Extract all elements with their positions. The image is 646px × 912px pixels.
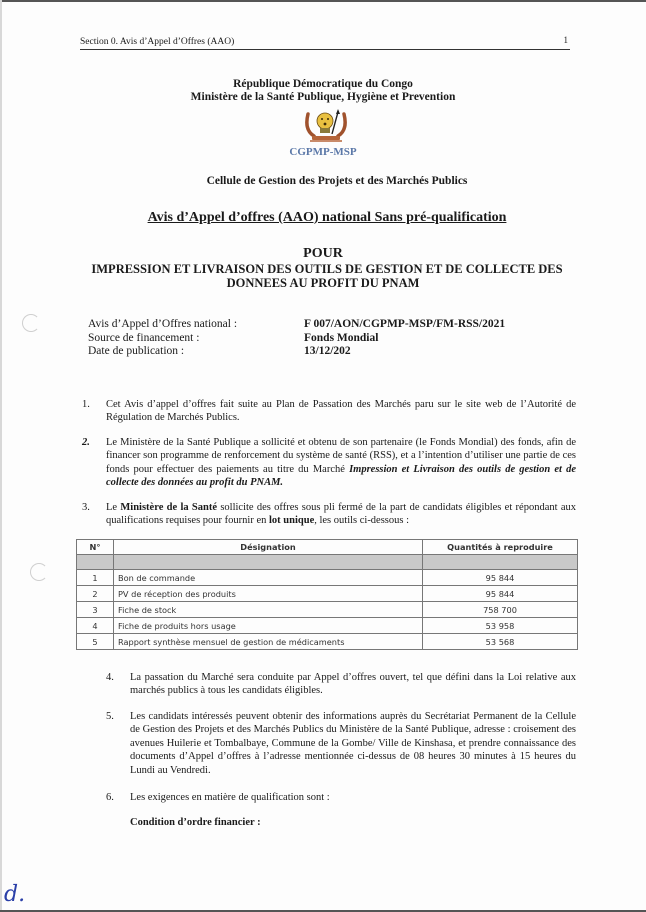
paragraph-text: Les candidats intéressés peuvent obtenir des informations auprès du Secrétariat Permanent de la Cellule de Gestion des Projets et des Marchés Publics du Ministère de la Santé Publique, adresse : croisement des avenues Huilerie et Tombalbaye, Commune de la Gombe/ Ville de Kinshasa, et prendre connaissance des documents d’Appel d’offres à l’adresse mentionnée ci-dessus de 08 heures 30 minutes à 15 heures du Lundi au Vendredi. [130,711,576,776]
column-header-number: N° [77,540,114,555]
row-designation: Bon de commande [114,570,423,586]
row-number: 2 [77,586,114,602]
paragraph-4 [106,671,576,698]
meta-label: Date de publication : [88,345,185,357]
condition-heading: Condition d’ordre financier : [130,817,261,828]
notice-title: Avis d’Appel d’offres (AAO) national Sans pré-qualification [147,210,507,225]
notice-subject-line-2: DONNEES AU PROFIT DU PNAM [226,276,420,290]
paragraph-number: 4. [106,672,114,683]
paragraph-6 [106,791,576,804]
paragraph-text: Les exigences en matière de qualification sont : [130,792,330,803]
paragraph-text: Le Ministère de la Santé Publique a sollicité et obtenu de son partenaire (le Fonds Mondial) des fonds, afin de financer son programme de renforcement du système de santé (RSS), et a l’intention d’utiliser une partie de ces fonds pour effectuer des paiements au titre du Marché [106,437,576,475]
table-row [77,634,578,650]
frame-left-border [0,0,2,912]
paragraph-number: 5. [106,711,114,722]
agency-acronym: CGPMP-MSP [289,146,357,158]
row-designation: PV de réception des produits [114,586,423,602]
hole-punch-mark [30,563,48,581]
ministry-name: Ministère de la Santé Publique, Hygiène et Prevention [190,91,456,103]
row-number: 4 [77,618,114,634]
row-quantity: 758 700 [423,602,578,618]
spacer-cell [114,555,423,570]
notice-metadata [88,318,588,359]
paragraph-3 [82,501,577,528]
table-shaded-spacer-row [77,555,578,570]
row-quantity: 53 958 [423,618,578,634]
meta-row-date [88,345,588,359]
table-row [77,602,578,618]
row-designation: Fiche de stock [114,602,423,618]
spacer-cell [77,555,114,570]
paragraph-text: Le [106,502,121,513]
row-number: 1 [77,570,114,586]
notice-subject-line-1: IMPRESSION ET LIVRAISON DES OUTILS DE GESTION ET DE COLLECTE DES [91,262,563,276]
table-row [77,570,578,586]
meta-row-funding [88,332,588,346]
paragraph-text: La passation du Marché sera conduite par Appel d’offres ouvert, tel que défini dans la Loi relative aux marchés publics à tous les candidats éligibles. [130,672,576,697]
tools-table [76,539,578,650]
handwritten-initials: d. [4,882,26,907]
meta-value: F 007/AON/CGPMP-MSP/FM-RSS/2021 [304,318,506,330]
paragraph-number: 3. [82,502,90,513]
column-header-designation: Désignation [114,540,423,555]
meta-value: 13/12/202 [304,345,351,357]
spacer-cell [423,555,578,570]
table-header-row [77,540,578,555]
page-number: 1 [563,35,568,45]
lot-emphasis: lot unique [269,515,315,527]
ministry-emphasis: Ministère de la Santé [120,502,218,513]
frame-top-border [0,0,646,2]
table-row [77,618,578,634]
paragraph-text: Cet Avis d’appel d’offres fait suite au Plan de Passation des Marchés paru sur le site web de l’Autorité de Régulation de Marchés Publics. [106,399,576,424]
notice-pour: POUR [303,246,343,261]
row-number: 5 [77,634,114,650]
meta-value: Fonds Mondial [304,331,379,344]
paragraph-number: 6. [106,792,114,803]
row-number: 3 [77,602,114,618]
country-name: République Démocratique du Congo [233,78,413,90]
row-designation: Fiche de produits hors usage [114,618,423,634]
row-quantity: 95 844 [423,570,578,586]
row-quantity: 95 844 [423,586,578,602]
meta-row-reference [88,318,588,332]
drc-coat-of-arms-icon [300,108,352,144]
section-title: Section 0. Avis d’Appel d’Offres (AAO) [80,37,235,47]
hole-punch-mark [22,314,40,332]
row-designation: Rapport synthèse mensuel de gestion de médicaments [114,634,423,650]
contract-name-emphasis: Impression et Livraison des outils de gestion et de collecte des données au profit du PNAM. [106,463,576,489]
meta-label: Avis d’Appel d’Offres national : [88,318,238,330]
paragraph-text: , les outils ci-dessous : [314,515,410,527]
paragraph-number: 1. [82,399,90,410]
paragraph-number: 2. [82,437,90,448]
table-row [77,586,578,602]
paragraph-2 [82,436,576,490]
paragraph-text: sollicite des offres sous pli fermé de la part de candidats éligibles et répondant aux qualifications requises pour fournir en [106,502,577,527]
paragraph-5 [106,710,576,777]
paragraph-1 [82,398,576,425]
column-header-quantity: Quantités à reproduire [423,540,578,555]
cell-name: Cellule de Gestion des Projets et des Marchés Publics [206,175,468,187]
meta-label: Source de financement : [88,331,200,344]
row-quantity: 53 568 [423,634,578,650]
running-header [80,35,570,50]
